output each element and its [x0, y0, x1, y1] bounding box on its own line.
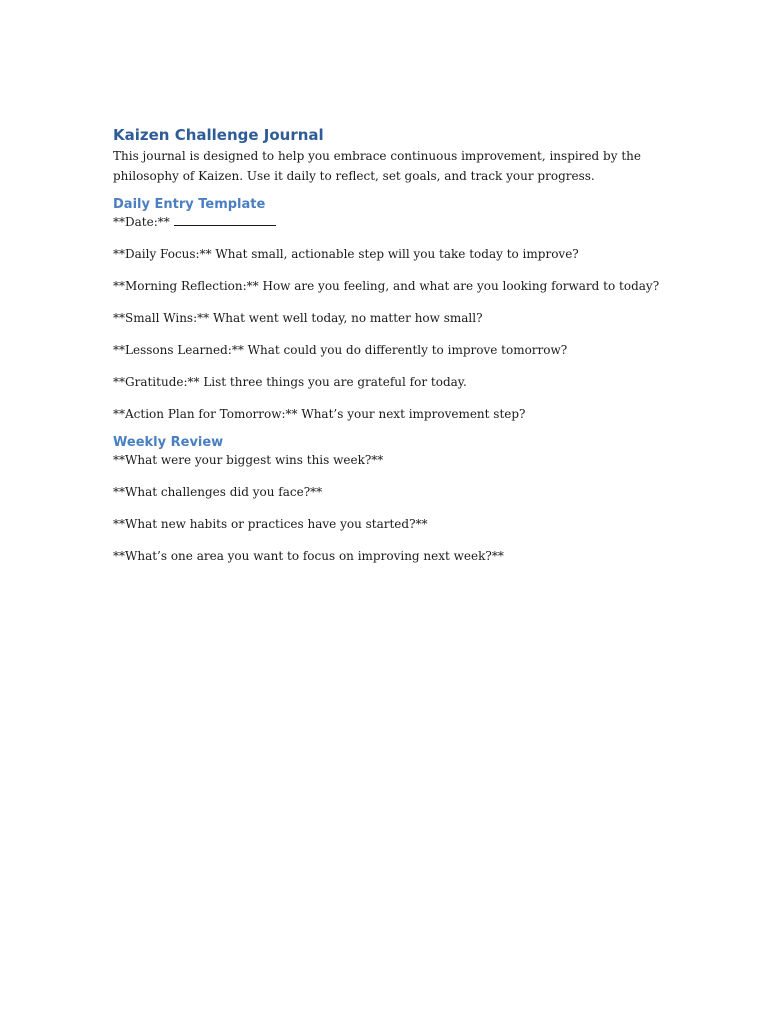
date-blank-line — [174, 215, 276, 226]
weekly-challenges-prompt: **What challenges did you face?** — [113, 485, 323, 499]
date-field — [113, 214, 673, 230]
weekly-review-list — [113, 452, 673, 564]
weekly-wins-prompt: **What were your biggest wins this week?** — [113, 453, 384, 467]
daily-focus-prompt: **Daily Focus:** What small, actionable step will you take today to improve? — [113, 247, 579, 261]
document-title: Kaizen Challenge Journal — [113, 126, 324, 144]
weekly-habits-prompt: **What new habits or practices have you started?** — [113, 517, 428, 531]
daily-entry-heading: Daily Entry Template — [113, 197, 266, 212]
action-plan-prompt: **Action Plan for Tomorrow:** What’s your next improvement step? — [113, 407, 526, 421]
morning-reflection-prompt: **Morning Reflection:** How are you feeling, and what are you looking forward to today? — [113, 279, 660, 293]
gratitude-prompt: **Gratitude:** List three things you are grateful for today. — [113, 375, 467, 389]
document-page — [113, 124, 673, 576]
weekly-review-heading: Weekly Review — [113, 435, 224, 450]
weekly-focus-prompt: **What’s one area you want to focus on improving next week?** — [113, 549, 504, 563]
daily-entry-list — [113, 214, 673, 422]
lessons-learned-prompt: **Lessons Learned:** What could you do differently to improve tomorrow? — [113, 343, 568, 357]
intro-paragraph: This journal is designed to help you embrace continuous improvement, inspired by the philosophy of Kaizen. Use it daily to reflect, set goals, and track your progress. — [113, 149, 641, 183]
small-wins-prompt: **Small Wins:** What went well today, no matter how small? — [113, 311, 483, 325]
date-label: **Date:** — [113, 215, 174, 229]
